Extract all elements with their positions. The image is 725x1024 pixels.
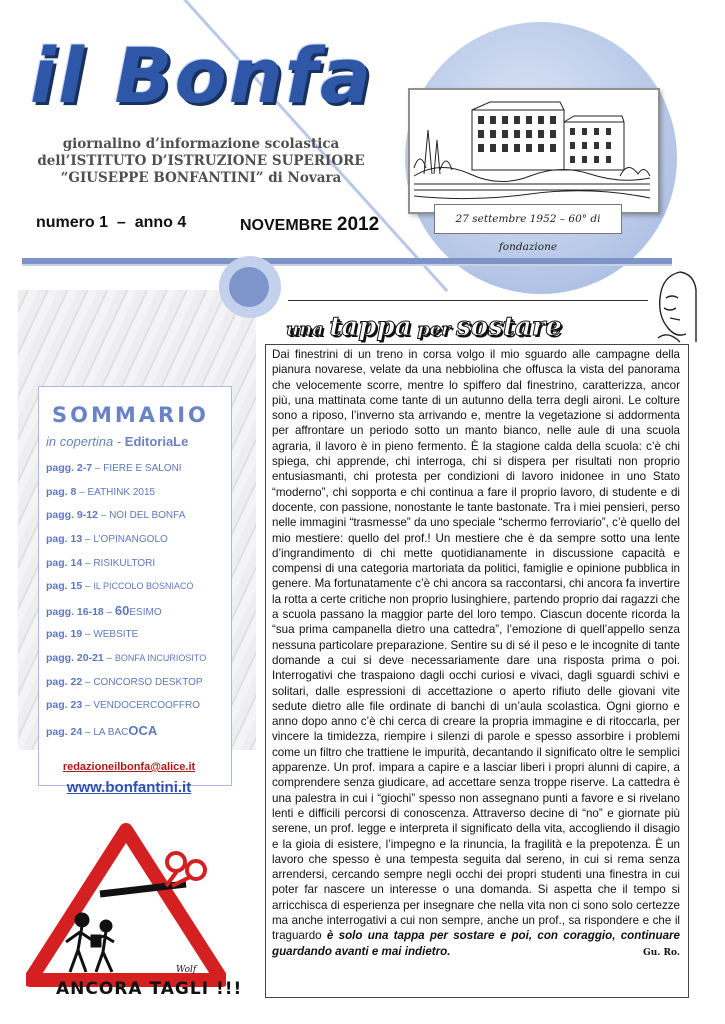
- article-title-word: per: [417, 319, 451, 340]
- sommario-item-label: RISIKULTORI: [93, 558, 156, 569]
- issue-number: numero 1 – anno 4: [36, 214, 187, 231]
- sommario-item: pag. 8 – EATHINK 2015: [46, 486, 156, 498]
- sommario-item-pages: pagg. 16-18: [46, 606, 104, 618]
- copertina-label: in copertina: [46, 434, 114, 449]
- issue-date: [240, 214, 379, 236]
- cartoon-signature: Wolf: [176, 965, 197, 975]
- sommario-item-label: ESIMO: [129, 607, 162, 618]
- sommario-item-pages: pag. 8: [46, 486, 77, 498]
- copertina-value: EditoriaLe: [124, 434, 189, 449]
- decorative-small-circle-inner: [229, 267, 269, 307]
- sommario-item-label: VENDOCERCOOFFRO: [93, 700, 200, 711]
- sommario-item-pages: pagg. 2-7: [46, 462, 93, 474]
- sommario-item: pag. 14 – RISIKULTORI: [46, 557, 156, 569]
- sommario-item-label: IL PICCOLO BOSNIACO: [93, 581, 194, 591]
- sommario-item-pages: pagg. 9-12: [46, 509, 98, 521]
- sommario-item-label: BONFA INCURIOSITO: [114, 653, 207, 663]
- website-link[interactable]: www.bonfantini.it: [66, 779, 192, 796]
- sommario-item-pages: pag. 22: [46, 676, 83, 688]
- sommario-item-label-big: 60: [114, 603, 130, 618]
- sommario-item: pag. 23 – VENDOCERCOOFFRO: [46, 699, 200, 711]
- sommario-item: pagg. 2-7 – FIERE E SALONI: [46, 462, 182, 474]
- article-title-word: tappa: [329, 312, 412, 342]
- photo-caption: 27 settembre 1952 – 60° di fondazione: [434, 204, 622, 234]
- newspaper-title: il Bonfa: [30, 31, 374, 120]
- article-signature: Gu. Ro.: [643, 947, 680, 958]
- school-building-sketch: [410, 90, 654, 208]
- sommario-item: pagg. 16-18 – 60ESIMO: [46, 603, 162, 618]
- sommario-item: pag. 22 – CONCORSO DESKTOP: [46, 676, 203, 688]
- sommario-item-label: FIERE E SALONI: [103, 463, 182, 474]
- email-link[interactable]: redazioneilbonfa@alice.it: [62, 761, 196, 773]
- sommario-copertina: [46, 434, 188, 449]
- subtitle-line-3: “GIUSEPPE BONFANTINI” di Novara: [60, 170, 342, 186]
- sommario-item-label: L’OPINANGOLO: [93, 534, 168, 545]
- sommario-item-label-big: OCA: [128, 723, 158, 738]
- issue-month: NOVEMBRE: [240, 217, 333, 234]
- sommario-item-label: WEBSITE: [93, 629, 139, 640]
- article-title-word: sostare: [456, 312, 562, 342]
- article-title-word: una: [286, 319, 324, 340]
- sommario-item: pag. 15 – IL PICCOLO BOSNIACO: [46, 580, 194, 592]
- sommario-item-pages: pag. 13: [46, 533, 83, 545]
- sommario-item-pages: pag. 14: [46, 557, 83, 569]
- sommario-item-label: NOI DEL BONFA: [109, 510, 186, 521]
- article-body: [272, 347, 680, 961]
- sommario-item-pages: pagg. 20-21: [46, 652, 104, 664]
- article-title: [286, 312, 562, 342]
- sommario-item: pag. 24 – LA BACOCA: [46, 723, 158, 738]
- sommario-item: pagg. 9-12 – NOI DEL BONFA: [46, 509, 186, 521]
- warning-sign-cartoon: [26, 822, 226, 987]
- subtitle-line-1: giornalino d’informazione scolastica: [62, 136, 340, 152]
- author-caricature: [650, 268, 698, 346]
- sommario-item-label: CONCORSO DESKTOP: [93, 677, 203, 688]
- article-text: Dai finestrini di un treno in corsa volgo il mio sguardo alle campagne della pianura novarese, velate da una nebbiolina che offusca la vista del panorama che velocemente scorre, mentre lo spiffero dal finestrino, caratterizza, ancor più, una mattinata come tante di un autunno della terra degli aironi. Le colture sono a riposo, l’inverno sta arrivando e, mentre la vegetazione si addormenta per affrontare un periodo sotto un manto bianco, nelle aule di una scuola agraria, il lavoro è in pieno fermento. È la stagione calda della scuola: c’è chi spiega, chi apprende, chi interroga, chi si dispera per risultati non proprio entusiasmanti, chi protesta per condizioni di lavoro inidonee in uno Stato “moderno”, chi sopporta e chi continua a fare il proprio lavoro, di studente e di docente, con passione, nonostante le tante bastonate. Tra i miei pensieri, perso nelle immagini “trasmesse” da uno speciale “schermo ferroviario”, c’è quello del mio mestiere: quello del prof.! Un mestiere che è da sempre sotto una lente d’ingrandimento di chi mette quotidianamente in discussione capacità e compensi di una categoria martoriata da politici, famiglie e opinione pubblica in genere. Ma fortunatamente c’è chi ancora sa raccontarsi, chi ancora fa invertire la rotta a certe critiche non proprio lusinghiere, partendo proprio dai ragazzi che a scuola passano la maggior parte del loro tempo. Ciascun docente ricorda la “sua prima campanella dietro una cattedra”, l’emozione di quell’appello senza nessuna particolare preparazione. Sentire su di sé il peso e le incognite di tante domande a cui si deve necessariamente dare una risposta prima o poi. Interrogativi che traspaiono dagli occhi curiosi e vivaci, dagli sguardi schivi e solitari, dalle espressioni di accettazione o aperto rifiuto delle giovani vite sedute dietro alle file ordinate di banchi di un’aula scolastica. Ogni giorno e anno dopo anno c’è chi cerca di creare la propria immagine e di ritoccarla, per vincere la timidezza, riempire i silenzi di parole e spesso assorbire i problemi come un filtro che trattiene le impurità, decantando il significato oltre le semplici apparenze. Un prof. impara a capire e a lasciar liberi i propri alunni di capire, a comprendere senza giudicare, ad accettare senza troppe riserve. La cattedra è una palestra in cui i “giochi” spesso non assegnano punti a favore e si rivelano lenti e difficili percorsi di conoscenza. Attraverso decine di “no” e giornate più serene, un prof. legge e interpreta il significato della vita, accogliendo il disagio e la gioia di esistere, l’impegno e la rinuncia, la fragilità e la prepotenza. È un lavoro che spesso è una tempesta seguita dal sereno, in cui si rema senza arrendersi, cercando sempre negli occhi dei propri studenti una finestra in cui poter far nascere un interesse o una domanda. Si aspetta che il tempo si arricchisca di esperienza per insegnare che nella vita non ci sono solo certezze ma anche interrogativi a cui non sempre, anche un prof., sa rispondere e che il traguardo: [272, 348, 680, 943]
- sommario-item: pagg. 20-21 – BONFA INCURIOSITO: [46, 652, 207, 664]
- cartoon-caption: ANCORA TAGLI !!!: [56, 979, 243, 999]
- article-rule: [288, 300, 648, 301]
- sommario-item-pages: pag. 24: [46, 726, 83, 738]
- sommario-item-pages: pag. 23: [46, 699, 83, 711]
- issue-year: 2012: [336, 214, 380, 235]
- sommario-item-label: EATHINK 2015: [87, 487, 156, 498]
- copertina-separator: -: [113, 434, 125, 449]
- sommario-item-label: LA BAC: [93, 727, 129, 738]
- article-closing: è solo una tappa per sostare e poi, con coraggio, continuare guardando avanti e mai indietro.: [272, 929, 680, 958]
- sommario-title: SOMMARIO: [52, 403, 209, 427]
- sommario-item-pages: pag. 19: [46, 628, 83, 640]
- school-photo: [408, 88, 660, 214]
- sommario-item: pag. 13 – L’OPINANGOLO: [46, 533, 168, 545]
- subtitle-line-2: dell’ISTITUTO D’ISTRUZIONE SUPERIORE: [37, 153, 365, 169]
- sommario-item-pages: pag. 15: [46, 580, 83, 592]
- header-rule-light: [22, 264, 672, 266]
- sommario-item: pag. 19 – WEBSITE: [46, 628, 139, 640]
